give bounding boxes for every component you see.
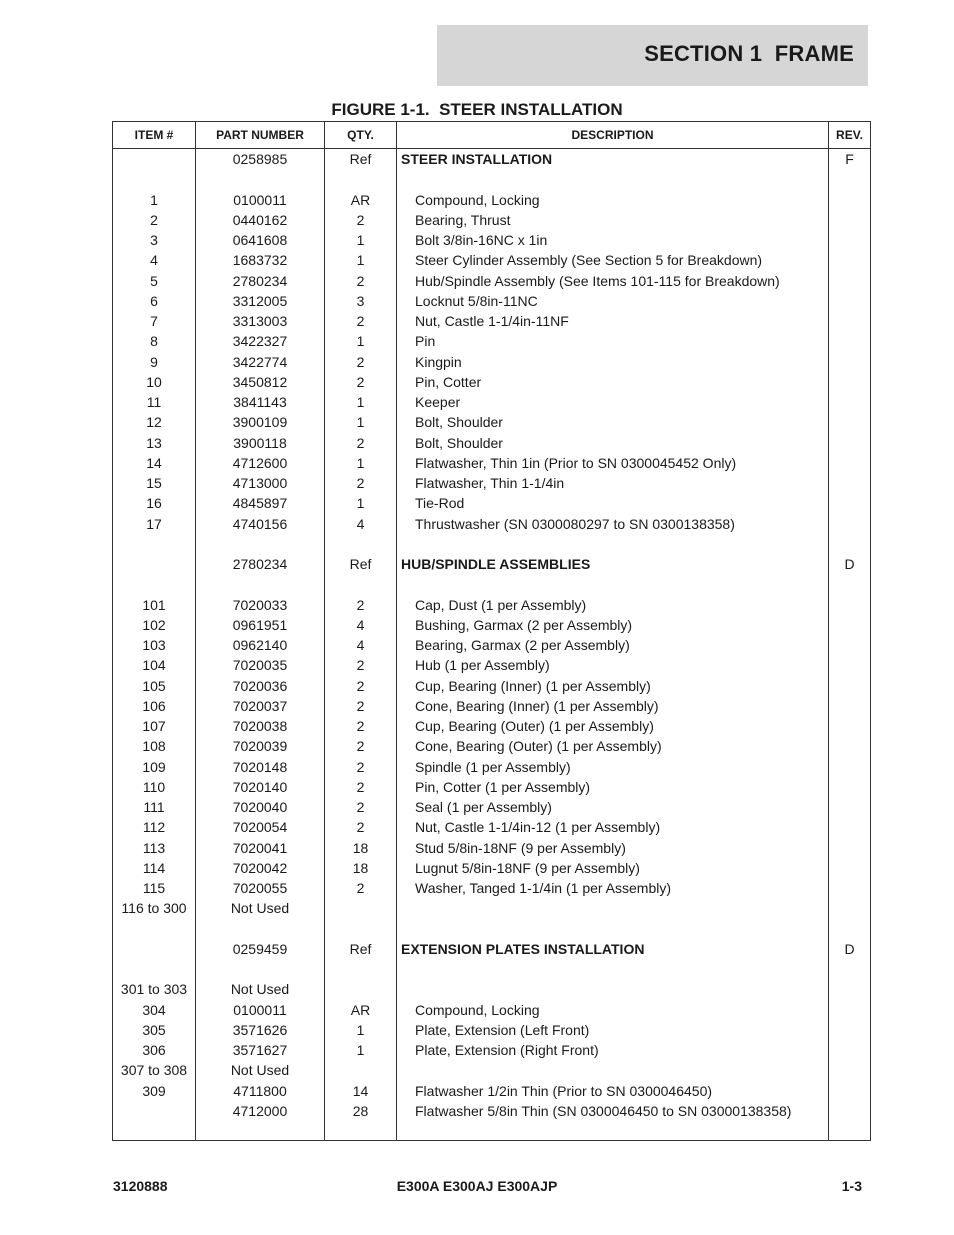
item-cell: 2 <box>150 211 158 228</box>
item-cell: 5 <box>150 272 158 289</box>
item-cell: 8 <box>150 333 158 350</box>
item-cell: 306 <box>142 1042 166 1058</box>
description-cell: Compound, Locking <box>415 1001 540 1018</box>
item-cell: 111 <box>143 799 165 815</box>
item-cell <box>113 1101 195 1121</box>
qty-column <box>325 149 397 1141</box>
part-number-cell: 4712000 <box>232 1102 288 1119</box>
item-cell: 305 <box>142 1021 166 1038</box>
qty-cell: 2 <box>356 799 365 815</box>
header-qty: QTY. <box>325 122 397 149</box>
part-number-cell: 0258985 <box>232 151 288 167</box>
qty-cell <box>325 1060 396 1080</box>
description-cell: Flatwasher, Thin 1in (Prior to SN 0300045452 Only) <box>415 454 737 471</box>
qty-cell: 2 <box>356 373 365 390</box>
item-cell: 301 to 303 <box>120 981 188 998</box>
part-number-cell: 4712600 <box>232 454 288 471</box>
item-cell: 106 <box>142 697 166 714</box>
part-number-cell: 3312005 <box>232 292 288 309</box>
rev-column <box>829 149 871 1141</box>
qty-cell: 2 <box>356 657 365 674</box>
part-number-cell <box>196 169 324 189</box>
qty-cell: AR <box>350 1001 371 1018</box>
description-cell <box>397 574 828 594</box>
rev-cell <box>829 676 870 696</box>
rev-cell <box>829 271 870 291</box>
part-number-cell: 4845897 <box>232 495 288 512</box>
item-cell: 1 <box>150 191 158 208</box>
description-cell: Locknut 5/8in-11NC <box>415 292 538 309</box>
part-number-cell: 7020055 <box>232 880 288 896</box>
qty-cell <box>325 574 396 594</box>
rev-cell <box>829 959 870 979</box>
description-cell: Cup, Bearing (Outer) (1 per Assembly) <box>415 718 654 734</box>
rev-cell <box>829 736 870 756</box>
description-cell <box>397 959 828 979</box>
description-cell: Flatwasher 5/8in Thin (SN 0300046450 to SN 03000138358) <box>415 1102 792 1119</box>
part-number-cell: 0440162 <box>232 211 288 228</box>
description-cell: Pin, Cotter <box>415 373 482 390</box>
rev-cell <box>829 878 870 898</box>
description-column <box>397 149 829 1141</box>
part-number-cell: 0962140 <box>232 637 288 653</box>
footer-page-number: 1-3 <box>841 1178 862 1194</box>
item-cell: 102 <box>142 616 166 633</box>
description-cell: Flatwasher 1/2in Thin (Prior to SN 0300046450) <box>415 1082 713 1099</box>
qty-cell: 1 <box>356 495 365 512</box>
description-cell: Hub (1 per Assembly) <box>415 657 550 674</box>
rev-cell <box>829 919 870 939</box>
header-description: DESCRIPTION <box>397 122 829 149</box>
item-cell: 3 <box>150 232 158 248</box>
description-cell: Cup, Bearing (Inner) (1 per Assembly) <box>415 677 651 694</box>
description-cell: Cone, Bearing (Outer) (1 per Assembly) <box>415 738 662 755</box>
part-number-cell: 7020035 <box>232 657 288 674</box>
item-cell: 112 <box>142 819 166 836</box>
item-cell: 115 <box>142 880 166 896</box>
part-number-cell: 0641608 <box>232 232 288 248</box>
qty-cell <box>325 919 396 939</box>
footer-doc-number: 3120888 <box>113 1178 168 1194</box>
part-number-cell <box>196 959 324 979</box>
item-cell: 105 <box>142 677 166 694</box>
description-cell: STEER INSTALLATION <box>401 151 553 167</box>
section-header-box <box>437 25 868 86</box>
part-number-cell: 7020140 <box>232 778 288 795</box>
rev-cell <box>829 473 870 493</box>
qty-cell: 2 <box>356 211 365 228</box>
qty-cell: 2 <box>356 778 365 795</box>
item-cell <box>113 919 195 939</box>
description-cell: Pin, Cotter (1 per Assembly) <box>415 778 591 795</box>
qty-cell: 18 <box>352 859 369 876</box>
qty-cell: 4 <box>356 616 365 633</box>
description-cell: Cap, Dust (1 per Assembly) <box>415 596 587 613</box>
part-number-cell <box>196 574 324 594</box>
rev-cell <box>829 1000 870 1020</box>
rev-cell <box>829 838 870 858</box>
qty-cell: Ref <box>349 940 372 957</box>
part-number-column <box>196 149 325 1141</box>
qty-cell: AR <box>350 191 371 208</box>
part-number-cell: 0100011 <box>233 1001 287 1018</box>
item-cell: 13 <box>146 434 162 451</box>
qty-cell: 2 <box>356 677 365 694</box>
qty-cell: 2 <box>356 758 365 775</box>
item-cell: 110 <box>142 778 166 795</box>
header-item: ITEM # <box>113 122 196 149</box>
description-cell: Bolt, Shoulder <box>415 414 503 431</box>
part-number-cell: 7020041 <box>232 839 288 856</box>
rev-cell <box>829 190 870 210</box>
rev-cell <box>829 433 870 453</box>
qty-cell: 18 <box>352 839 369 856</box>
rev-cell <box>829 858 870 878</box>
rev-cell <box>829 979 870 999</box>
item-cell: 12 <box>146 414 162 431</box>
rev-cell <box>829 392 870 412</box>
qty-cell <box>325 979 396 999</box>
rev-cell <box>829 230 870 250</box>
item-cell: 4 <box>150 252 158 269</box>
part-number-cell: 7020040 <box>232 799 288 815</box>
part-number-cell: Not Used <box>230 981 290 998</box>
qty-cell: 2 <box>356 738 365 755</box>
description-cell: Compound, Locking <box>415 191 540 208</box>
part-number-cell: 3571627 <box>232 1042 288 1058</box>
item-cell: 309 <box>142 1082 166 1099</box>
rev-cell: D <box>844 940 855 957</box>
description-cell: Washer, Tanged 1-1/4in (1 per Assembly) <box>415 880 672 896</box>
item-cell: 6 <box>150 292 158 309</box>
qty-cell: 1 <box>356 454 365 471</box>
qty-cell <box>325 169 396 189</box>
part-number-cell: 7020036 <box>232 677 288 694</box>
qty-cell: 1 <box>356 333 365 350</box>
item-cell: 14 <box>146 454 162 471</box>
qty-cell: Ref <box>349 151 372 167</box>
qty-cell: 4 <box>356 637 365 653</box>
qty-cell: 2 <box>356 353 365 370</box>
part-number-cell: 4713000 <box>232 475 288 491</box>
rev-cell <box>829 595 870 615</box>
description-cell: Bearing, Thrust <box>415 211 511 228</box>
item-column <box>113 149 196 1141</box>
rev-cell <box>829 1081 870 1101</box>
parts-table <box>112 121 871 1141</box>
item-cell: 108 <box>142 738 166 755</box>
footer-models: E300A E300AJ E300AJP <box>396 1178 558 1194</box>
rev-cell <box>829 311 870 331</box>
part-number-cell: 0961951 <box>232 616 288 633</box>
rev-cell <box>829 534 870 554</box>
qty-cell: 2 <box>356 880 365 896</box>
description-cell <box>397 169 828 189</box>
part-number-cell: 3571626 <box>232 1021 288 1038</box>
description-cell: Kingpin <box>415 353 462 370</box>
table-body-row <box>113 149 871 1141</box>
description-cell: HUB/SPINDLE ASSEMBLIES <box>401 556 591 572</box>
qty-cell: 2 <box>356 313 365 329</box>
item-cell: 10 <box>146 373 162 390</box>
description-cell: Seal (1 per Assembly) <box>415 799 552 815</box>
qty-cell: 1 <box>356 1021 365 1038</box>
qty-cell <box>325 534 396 554</box>
part-number-cell: 3422774 <box>232 353 288 370</box>
part-number-cell: 3422327 <box>232 333 288 350</box>
item-cell: 116 to 300 <box>121 900 187 917</box>
item-cell: 11 <box>146 394 162 410</box>
description-cell: Pin <box>415 333 436 350</box>
rev-cell <box>829 615 870 635</box>
part-number-cell: 3900118 <box>233 434 287 451</box>
rev-cell <box>829 412 870 432</box>
description-cell: Keeper <box>415 394 461 410</box>
rev-cell <box>829 372 870 392</box>
description-cell: Nut, Castle 1-1/4in-12 (1 per Assembly) <box>415 819 661 836</box>
rev-cell <box>829 757 870 777</box>
part-number-cell: 3450812 <box>232 373 288 390</box>
item-cell: 7 <box>150 313 158 329</box>
description-cell: Lugnut 5/8in-18NF (9 per Assembly) <box>415 859 640 876</box>
qty-cell: 1 <box>356 414 365 431</box>
qty-cell: 2 <box>356 697 365 714</box>
rev-cell <box>829 331 870 351</box>
rev-cell <box>829 1020 870 1040</box>
description-cell: Nut, Castle 1-1/4in-11NF <box>415 313 569 329</box>
description-cell: Bearing, Garmax (2 per Assembly) <box>415 637 630 653</box>
rev-cell <box>829 635 870 655</box>
item-cell <box>113 959 195 979</box>
rev-cell <box>829 453 870 473</box>
part-number-cell: 3900109 <box>232 414 288 431</box>
description-cell: Plate, Extension (Left Front) <box>415 1021 590 1038</box>
description-cell <box>397 898 828 918</box>
rev-cell <box>829 655 870 675</box>
item-cell: 304 <box>142 1001 166 1018</box>
item-cell: 17 <box>146 515 162 532</box>
part-number-cell: 3841143 <box>233 394 287 410</box>
item-cell <box>113 939 195 959</box>
description-cell: Spindle (1 per Assembly) <box>415 758 571 775</box>
qty-cell: 3 <box>356 292 365 309</box>
item-cell: 104 <box>142 657 166 674</box>
description-cell: Hub/Spindle Assembly (See Items 101-115 for Breakdown) <box>415 272 780 289</box>
description-cell: Steer Cylinder Assembly (See Section 5 for Breakdown) <box>415 252 763 269</box>
rev-cell: F <box>845 151 854 167</box>
qty-cell: 2 <box>356 596 365 613</box>
qty-cell: 2 <box>356 718 365 734</box>
qty-cell: 2 <box>356 819 365 836</box>
qty-cell: 4 <box>356 515 365 532</box>
qty-cell: 2 <box>356 434 365 451</box>
qty-cell <box>325 898 396 918</box>
qty-cell: 1 <box>356 1042 365 1058</box>
item-cell: 9 <box>150 353 158 370</box>
section-title: SECTION 1 FRAME <box>644 41 854 66</box>
table-header-row <box>113 122 871 149</box>
rev-cell <box>829 817 870 837</box>
description-cell: Flatwasher, Thin 1-1/4in <box>415 475 565 491</box>
part-number-cell: 2780234 <box>232 272 288 289</box>
rev-cell <box>829 1101 870 1121</box>
description-cell: Bolt, Shoulder <box>415 434 503 451</box>
description-cell: Bushing, Garmax (2 per Assembly) <box>415 616 633 633</box>
item-cell: 101 <box>142 596 166 613</box>
description-cell: Stud 5/8in-18NF (9 per Assembly) <box>415 839 626 856</box>
item-cell: 109 <box>142 758 166 775</box>
item-cell: 15 <box>146 475 162 491</box>
rev-cell <box>829 291 870 311</box>
description-cell: Bolt 3/8in-16NC x 1in <box>415 232 548 248</box>
figure-title: FIGURE 1-1. STEER INSTALLATION <box>331 100 623 119</box>
rev-cell <box>829 514 870 534</box>
rev-cell <box>829 493 870 513</box>
item-cell: 114 <box>142 859 166 876</box>
rev-cell <box>829 169 870 189</box>
qty-cell: Ref <box>349 556 372 572</box>
qty-cell: 14 <box>352 1082 369 1099</box>
part-number-cell <box>196 919 324 939</box>
part-number-cell: 0100011 <box>233 191 287 208</box>
item-cell: 107 <box>142 718 166 734</box>
part-number-cell: 3313003 <box>232 313 288 329</box>
item-cell: 307 to 308 <box>120 1062 188 1079</box>
item-cell <box>113 574 195 594</box>
part-number-cell: 4711800 <box>233 1082 287 1099</box>
item-cell <box>113 554 195 574</box>
qty-cell <box>325 959 396 979</box>
part-number-cell: 0259459 <box>232 940 288 957</box>
rev-cell <box>829 352 870 372</box>
qty-cell: 2 <box>356 475 365 491</box>
rev-cell <box>829 777 870 797</box>
rev-cell <box>829 250 870 270</box>
qty-cell: 1 <box>356 252 365 269</box>
item-cell <box>113 534 195 554</box>
qty-cell: 1 <box>356 394 365 410</box>
rev-cell <box>829 1040 870 1060</box>
description-cell: Tie-Rod <box>415 495 465 512</box>
header-rev: REV. <box>829 122 871 149</box>
part-number-cell: 7020038 <box>232 718 288 734</box>
part-number-cell: 4740156 <box>232 515 288 532</box>
rev-cell <box>829 797 870 817</box>
description-cell <box>397 919 828 939</box>
qty-cell: 28 <box>352 1102 369 1119</box>
item-cell <box>113 169 195 189</box>
description-cell <box>397 1060 828 1080</box>
description-cell <box>397 979 828 999</box>
rev-cell: D <box>844 556 855 572</box>
part-number-cell: 7020039 <box>232 738 288 755</box>
description-cell: Cone, Bearing (Inner) (1 per Assembly) <box>415 697 659 714</box>
description-cell: EXTENSION PLATES INSTALLATION <box>401 940 645 957</box>
part-number-cell: 7020037 <box>232 697 288 714</box>
qty-cell: 1 <box>356 232 365 248</box>
description-cell <box>397 534 828 554</box>
description-cell: Thrustwasher (SN 0300080297 to SN 0300138358) <box>415 515 735 532</box>
rev-cell <box>829 716 870 736</box>
part-number-cell: Not Used <box>230 1062 290 1079</box>
rev-cell <box>829 898 870 918</box>
description-cell: Plate, Extension (Right Front) <box>415 1042 599 1058</box>
part-number-cell: Not Used <box>230 900 290 917</box>
rev-cell <box>829 210 870 230</box>
part-number-cell: 2780234 <box>232 556 288 572</box>
rev-cell <box>829 574 870 594</box>
item-cell <box>113 149 195 169</box>
part-number-cell <box>196 534 324 554</box>
rev-cell <box>829 1060 870 1080</box>
part-number-cell: 7020033 <box>232 596 288 613</box>
qty-cell: 2 <box>356 272 365 289</box>
item-cell: 113 <box>142 839 166 856</box>
item-cell: 103 <box>142 637 166 653</box>
rev-cell <box>829 696 870 716</box>
part-number-cell: 7020042 <box>232 859 288 876</box>
part-number-cell: 7020148 <box>232 758 288 775</box>
header-part-number: PART NUMBER <box>196 122 325 149</box>
item-cell: 16 <box>146 495 162 512</box>
part-number-cell: 7020054 <box>232 819 288 836</box>
part-number-cell: 1683732 <box>232 252 288 269</box>
